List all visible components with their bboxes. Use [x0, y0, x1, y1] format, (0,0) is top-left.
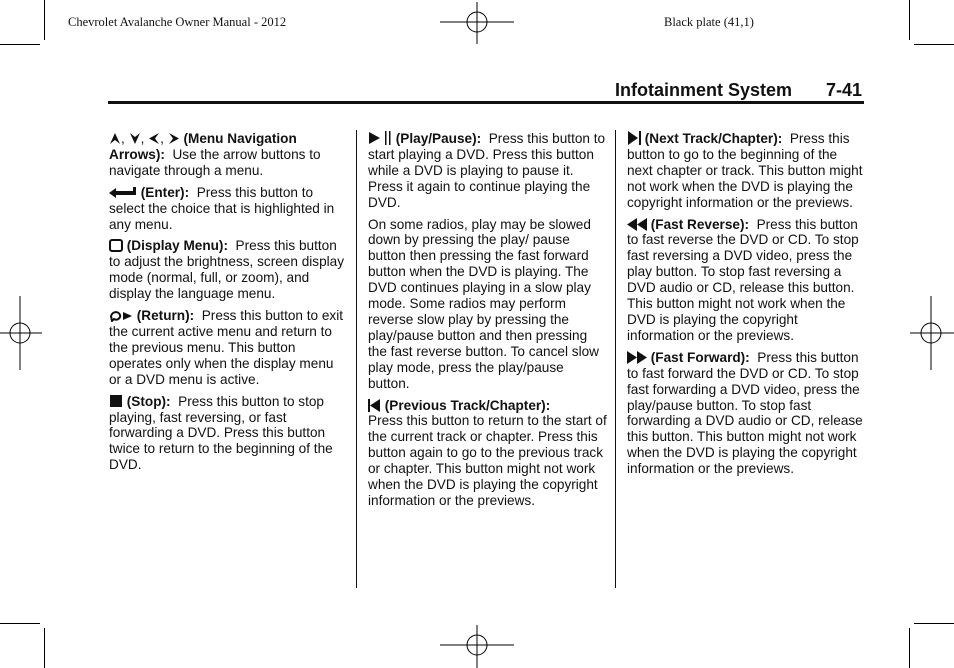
- slow-play-paragraph: On some radios, play may be slowed down by pressing the play/ pause button then pressing the fast forward button when the DVD is playing. The DVD continues playing in a slow play mode. Some radios may perform reverse slow play by pressing the play/pause button and then pressing the fast reverse button. To cancel slow play mode, press the play/pause button.: [368, 216, 599, 391]
- enter-icon: [109, 186, 137, 200]
- entry-text: Press this button to fast forward the DVD or CD. To stop fast forwarding a DVD video, press the play/pause button. To stop fast forwarding a DVD audio or CD, release this button. This button might not work when the DVD is playing the copyright information or the previews.: [627, 349, 863, 477]
- entry-label: (Fast Forward):: [650, 349, 750, 365]
- entry-text: Press this button to adjust the brightness, screen display mode (normal, full, or zoom), and display the language menu.: [109, 238, 345, 302]
- entry-text: Press this button to fast reverse the DVD or CD. To stop fast reversing a DVD video, press the play button. To stop fast reversing a DVD audio or CD, release this button. This button might not work when the DVD is playing the copyright information or the previews.: [627, 216, 859, 343]
- column-3: [627, 131, 865, 483]
- entry-label: (Next Track/Chapter):: [644, 131, 783, 146]
- crop-mark: [0, 623, 40, 624]
- entry-text: Press this button to start playing a DVD. Press this button while a DVD is playing to pause it. Press it again to continue playing the DVD.: [368, 131, 606, 210]
- crop-mark: [914, 44, 954, 45]
- plate-label: Black plate (41,1): [664, 15, 754, 29]
- column-divider: [356, 130, 357, 588]
- entry-text: Press this button to select the choice that is highlighted in any menu.: [109, 184, 335, 232]
- up-arrow-icon: [109, 132, 121, 146]
- entry-text: Press this button to exit the current active menu and return to the previous menu. This button operates only when the display menu or a DVD menu is active.: [109, 308, 344, 387]
- return-icon: [109, 309, 133, 323]
- entry-text: Press this button to go to the beginning of the next chapter or track. This button might not work when the DVD is playing the copyright information or the previews.: [627, 131, 863, 210]
- entry-text: Press this button to return to the start of the current track or chapter. Press this button again to go to the previous track or chapter. This button might not work when the DVD is playing the copyright information or the previews.: [368, 413, 607, 508]
- column-2: [368, 131, 608, 515]
- entry-label: (Previous Track/Chapter):: [384, 397, 551, 413]
- entry-label: (Enter):: [140, 184, 190, 200]
- registration-mark-right: [910, 296, 954, 370]
- crop-mark: [0, 44, 40, 45]
- header-rule: [108, 101, 864, 104]
- entry-label: (Play/Pause):: [395, 131, 482, 146]
- previous-track-icon: [368, 399, 381, 413]
- crop-mark: [44, 628, 45, 668]
- display-menu-entry: [109, 238, 345, 302]
- entry-text: Use the arrow buttons to navigate through a menu.: [109, 146, 321, 178]
- entry-label: (Fast Reverse):: [650, 216, 749, 232]
- nav-arrows-entry: , , , (Menu Navigation Arrows): Use the arrow buttons to navigate through a menu.: [109, 131, 321, 178]
- right-arrow-icon: [168, 132, 180, 146]
- column-1: [109, 131, 345, 479]
- crop-mark: [909, 0, 910, 40]
- entry-label: (Stop):: [126, 393, 171, 409]
- play-pause-icon: [368, 131, 392, 146]
- next-track-icon: [627, 131, 641, 146]
- down-arrow-icon: [129, 132, 141, 146]
- fast-forward-entry: [627, 350, 865, 477]
- section-title: Infotainment System: [615, 80, 793, 100]
- next-track-entry: [627, 131, 865, 211]
- entry-label: (Return):: [136, 308, 195, 324]
- crop-mark: [909, 628, 910, 668]
- crop-mark: [44, 0, 45, 40]
- previous-track-entry: [368, 398, 608, 509]
- registration-mark-bottom: [440, 625, 514, 668]
- entry-label: (Menu Navigation Arrows):: [109, 131, 297, 162]
- return-entry: [109, 308, 345, 388]
- fast-reverse-icon: [627, 218, 647, 232]
- registration-mark-left: [0, 296, 42, 370]
- display-menu-icon: [109, 239, 123, 253]
- column-divider: [615, 130, 616, 588]
- fast-reverse-entry: [627, 217, 865, 344]
- entry-text: Press this button to stop playing, fast reversing, or fast forwarding a DVD. Press this button twice to return to the beginning of the DVD.: [109, 393, 333, 473]
- crop-mark: [914, 623, 954, 624]
- left-arrow-icon: [148, 132, 160, 146]
- entry-label: (Display Menu):: [126, 238, 228, 254]
- stop-entry: [109, 394, 345, 474]
- registration-mark-top: [440, 2, 514, 44]
- manual-title: Chevrolet Avalanche Owner Manual - 2012: [68, 15, 287, 29]
- fast-forward-icon: [627, 351, 647, 365]
- stop-icon: [109, 395, 123, 409]
- play-pause-entry: [368, 131, 608, 211]
- page-number: 7-41: [826, 80, 863, 100]
- enter-entry: [109, 185, 345, 233]
